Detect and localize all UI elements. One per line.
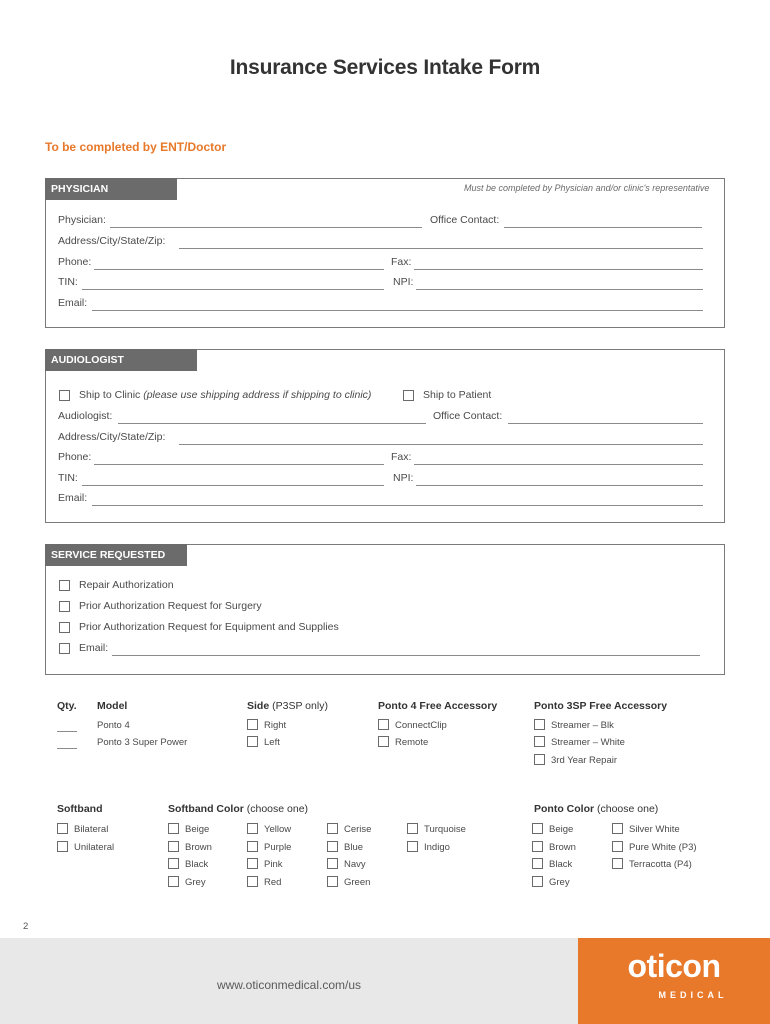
service-email-field[interactable] [112,655,700,656]
ponto-pure-white-checkbox[interactable] [612,841,623,852]
audiologist-email-label: Email: [58,492,88,504]
physician-office-contact-label: Office Contact: [430,214,500,226]
audiologist-email-field[interactable] [92,505,703,506]
ponto-color-note: (choose one) [597,803,659,815]
softband-grey-label: Grey [185,877,206,888]
qty-field-ponto3sp[interactable] [57,748,77,749]
page-title: Insurance Services Intake Form [229,56,541,79]
remote-label: Remote [395,737,429,748]
physician-field[interactable] [110,227,422,228]
side-header [247,700,328,712]
audiologist-office-contact-field[interactable] [508,423,703,424]
audiologist-label: Audiologist: [58,410,113,422]
ship-to-clinic-text: Ship to Clinic [79,389,141,401]
service-email-checkbox[interactable] [59,643,70,654]
softband-brown-label: Brown [185,842,212,853]
softband-blue-checkbox[interactable] [327,841,338,852]
audiologist-phone-label: Phone: [58,451,92,463]
ponto-beige-checkbox[interactable] [532,823,543,834]
ship-to-patient-checkbox[interactable] [403,390,414,401]
audiologist-npi-field[interactable] [416,485,703,486]
softband-color-header-text: Softband Color [168,803,244,815]
softband-green-label: Green [344,877,371,888]
connectclip-label: ConnectClip [395,720,447,731]
side-right-checkbox[interactable] [247,719,258,730]
prior-auth-equipment-checkbox[interactable] [59,622,70,633]
softband-beige-label: Beige [185,824,210,835]
softband-red-label: Red [264,877,282,888]
repair-authorization-checkbox[interactable] [59,580,70,591]
softband-pink-checkbox[interactable] [247,858,258,869]
audiologist-fax-field[interactable] [414,464,703,465]
side-right-label: Right [264,720,287,731]
ponto-terracotta-label: Terracotta (P4) [629,859,692,870]
physician-npi-label: NPI: [393,276,414,288]
audiologist-phone-field[interactable] [94,464,384,465]
ponto-grey-label: Grey [549,877,570,888]
softband-black-label: Black [185,859,209,870]
ponto-beige-label: Beige [549,824,574,835]
softband-color-note: (choose one) [246,803,309,815]
physician-note: Must be completed by Physician and/or clinic's representative [464,183,710,193]
physician-email-label: Email: [58,297,88,309]
softband-blue-label: Blue [344,842,364,853]
physician-address-field[interactable] [179,248,703,249]
model-ponto4: Ponto 4 [97,720,130,731]
physician-office-contact-field[interactable] [504,227,702,228]
audiologist-section-tab: AUDIOLOGIST INFORMATION [45,349,197,371]
ship-to-clinic-checkbox[interactable] [59,390,70,401]
third-year-repair-checkbox[interactable] [534,754,545,765]
softband-cerise-label: Cerise [344,824,372,835]
ship-to-clinic-label [79,389,371,401]
physician-fax-field[interactable] [414,269,703,270]
side-left-checkbox[interactable] [247,736,258,747]
physician-npi-field[interactable] [416,289,703,290]
softband-indigo-label: Indigo [424,842,450,853]
softband-color-header [168,803,308,815]
softband-beige-checkbox[interactable] [168,823,179,834]
bilateral-label: Bilateral [74,824,109,835]
softband-purple-label: Purple [264,842,292,853]
softband-header: Softband [57,803,103,815]
ponto-terracotta-checkbox[interactable] [612,858,623,869]
remote-checkbox[interactable] [378,736,389,747]
streamer-blk-checkbox[interactable] [534,719,545,730]
physician-email-field[interactable] [92,310,703,311]
qty-header: Qty. [57,700,77,712]
softband-purple-checkbox[interactable] [247,841,258,852]
side-header-text: Side [247,700,270,712]
physician-section-tab: PHYSICIAN INFORMATION [45,178,177,200]
ponto-color-header [534,803,658,815]
audiologist-tin-field[interactable] [82,485,384,486]
softband-green-checkbox[interactable] [327,876,338,887]
prior-auth-surgery-label: Prior Authorization Request for Surgery [79,600,262,612]
softband-yellow-checkbox[interactable] [247,823,258,834]
service-email-label: Email: [79,642,109,654]
physician-fax-label: Fax: [391,256,412,268]
physician-tin-label: TIN: [58,276,78,288]
physician-phone-field[interactable] [94,269,384,270]
softband-indigo-checkbox[interactable] [407,841,418,852]
ponto4-accessory-header: Ponto 4 Free Accessory [378,700,498,712]
model-ponto3sp: Ponto 3 Super Power [97,737,188,748]
bilateral-checkbox[interactable] [57,823,68,834]
softband-navy-checkbox[interactable] [327,858,338,869]
ponto-brown-label: Brown [549,842,576,853]
audiologist-office-contact-label: Office Contact: [433,410,503,422]
ponto-color-header-text: Ponto Color [534,803,595,815]
streamer-white-checkbox[interactable] [534,736,545,747]
physician-section [45,178,725,328]
audiologist-address-field[interactable] [179,444,703,445]
model-header: Model [97,700,128,712]
audiologist-fax-label: Fax: [391,451,412,463]
physician-address-label: Address/City/State/Zip: [58,235,166,247]
ponto-black-label: Black [549,859,573,870]
ship-to-clinic-note: (please use shipping address if shipping to clinic) [143,389,372,401]
qty-field-ponto4[interactable] [57,731,77,732]
physician-tin-field[interactable] [82,289,384,290]
audiologist-address-label: Address/City/State/Zip: [58,431,166,443]
ponto3sp-accessory-header: Ponto 3SP Free Accessory [534,700,668,712]
softband-pink-label: Pink [264,859,283,870]
softband-brown-checkbox[interactable] [168,841,179,852]
ponto-pure-white-label: Pure White (P3) [629,842,697,853]
logo-subtext: MEDICAL [658,990,728,1000]
form-subtitle: To be completed by ENT/Doctor [45,140,227,154]
side-header-note: (P3SP only) [272,700,328,712]
streamer-blk-label: Streamer – Blk [551,720,614,731]
unilateral-checkbox[interactable] [57,841,68,852]
audiologist-npi-label: NPI: [393,472,414,484]
streamer-white-label: Streamer – White [551,737,625,748]
softband-grey-checkbox[interactable] [168,876,179,887]
softband-red-checkbox[interactable] [247,876,258,887]
repair-authorization-label: Repair Authorization [79,579,174,591]
prior-auth-equipment-label: Prior Authorization Request for Equipment and Supplies [79,621,339,633]
service-section-tab: SERVICE REQUESTED [45,544,187,566]
side-left-label: Left [264,737,280,748]
ponto-silver-white-label: Silver White [629,824,680,835]
footer-website-link[interactable]: www.oticonmedical.com/us [216,978,362,992]
connectclip-checkbox[interactable] [378,719,389,730]
physician-phone-label: Phone: [58,256,92,268]
ship-to-patient-label: Ship to Patient [423,389,492,401]
softband-navy-label: Navy [344,859,366,870]
audiologist-field[interactable] [118,423,426,424]
unilateral-label: Unilateral [74,842,115,853]
prior-auth-surgery-checkbox[interactable] [59,601,70,612]
softband-black-checkbox[interactable] [168,858,179,869]
ponto-black-checkbox[interactable] [532,858,543,869]
logo-wordmark: oticon [627,948,721,984]
softband-yellow-label: Yellow [264,824,292,835]
ponto-silver-white-checkbox[interactable] [612,823,623,834]
softband-turquoise-checkbox[interactable] [407,823,418,834]
ponto-grey-checkbox[interactable] [532,876,543,887]
page-number: 2 [23,921,29,932]
softband-turquoise-label: Turquoise [424,824,466,835]
ponto-brown-checkbox[interactable] [532,841,543,852]
physician-label: Physician: [58,214,106,226]
audiologist-tin-label: TIN: [58,472,78,484]
softband-cerise-checkbox[interactable] [327,823,338,834]
third-year-repair-label: 3rd Year Repair [551,755,618,766]
